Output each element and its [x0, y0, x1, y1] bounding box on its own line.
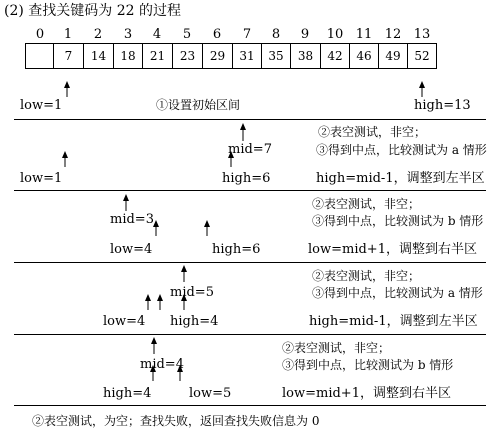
divider-line: [14, 334, 486, 335]
array-cell-4: 21: [142, 43, 173, 69]
index-4: 4: [152, 27, 162, 42]
mid-label: mid=4: [140, 357, 184, 372]
step-note: ③得到中点，比较测试为 a 情形: [316, 143, 487, 157]
index-11: 11: [355, 27, 373, 42]
low-label: low=1: [20, 98, 63, 113]
index-6: 6: [212, 27, 222, 42]
array-cell-11: 46: [349, 43, 379, 69]
index-7: 7: [242, 27, 252, 42]
high-label: high=4: [170, 314, 219, 329]
index-1: 1: [63, 27, 73, 42]
low-label: low=4: [103, 314, 146, 329]
array-cell-1: 7: [53, 43, 84, 69]
low-label: low=1: [20, 171, 63, 186]
action-label: low=mid+1，调整到右半区: [308, 242, 477, 257]
array-cell-13: 52: [407, 43, 437, 69]
step-note: ②表空测试，非空；: [312, 269, 421, 283]
high-label: high=6: [212, 242, 261, 257]
index-5: 5: [182, 27, 192, 42]
divider-line: [14, 405, 486, 406]
step-note: ③得到中点，比较测试为 a 情形: [312, 286, 483, 300]
action-label: high=mid-1，调整到左半区: [309, 314, 478, 329]
page-title: (2) 查找关键码为 22 的过程: [4, 3, 181, 19]
index-3: 3: [123, 27, 133, 42]
step-note: ①设置初始区间: [156, 98, 241, 112]
action-label: high=mid-1，调整到左半区: [316, 171, 485, 186]
array-cell-12: 49: [378, 43, 408, 69]
step-note: ②表空测试，非空；: [312, 197, 421, 211]
index-0: 0: [35, 27, 45, 42]
divider-line: [14, 119, 486, 120]
index-13: 13: [413, 27, 431, 42]
array-cell-9: 38: [290, 43, 321, 69]
array-cell-6: 29: [202, 43, 233, 69]
divider-line: [14, 190, 486, 191]
step-note: ②表空测试，非空；: [282, 341, 391, 355]
high-label: high=13: [414, 98, 471, 113]
low-label: low=5: [189, 386, 232, 401]
array-cell-8: 35: [261, 43, 291, 69]
index-10: 10: [326, 27, 344, 42]
final-note: ②表空测试，为空；查找失败，返回查找失败信息为 0: [32, 414, 320, 428]
step-note: ③得到中点，比较测试为 b 情形: [312, 214, 484, 228]
index-9: 9: [300, 27, 310, 42]
array-cell-2: 14: [83, 43, 114, 69]
high-label: high=6: [222, 171, 271, 186]
array-cell-7: 31: [232, 43, 262, 69]
mid-label: mid=3: [110, 212, 154, 227]
mid-label: mid=5: [170, 285, 214, 300]
action-label: low=mid+1，调整到右半区: [282, 386, 451, 401]
mid-label: mid=7: [228, 142, 272, 157]
low-label: low=4: [110, 242, 153, 257]
array-cell-5: 23: [172, 43, 203, 69]
array-cell-10: 42: [320, 43, 350, 69]
step-note: ③得到中点，比较测试为 b 情形: [282, 358, 454, 372]
index-2: 2: [93, 27, 103, 42]
divider-line: [14, 262, 486, 263]
array-cell-3: 18: [113, 43, 143, 69]
high-label: high=4: [103, 386, 152, 401]
index-8: 8: [271, 27, 281, 42]
index-12: 12: [384, 27, 402, 42]
step-note: ②表空测试，非空；: [318, 125, 427, 139]
